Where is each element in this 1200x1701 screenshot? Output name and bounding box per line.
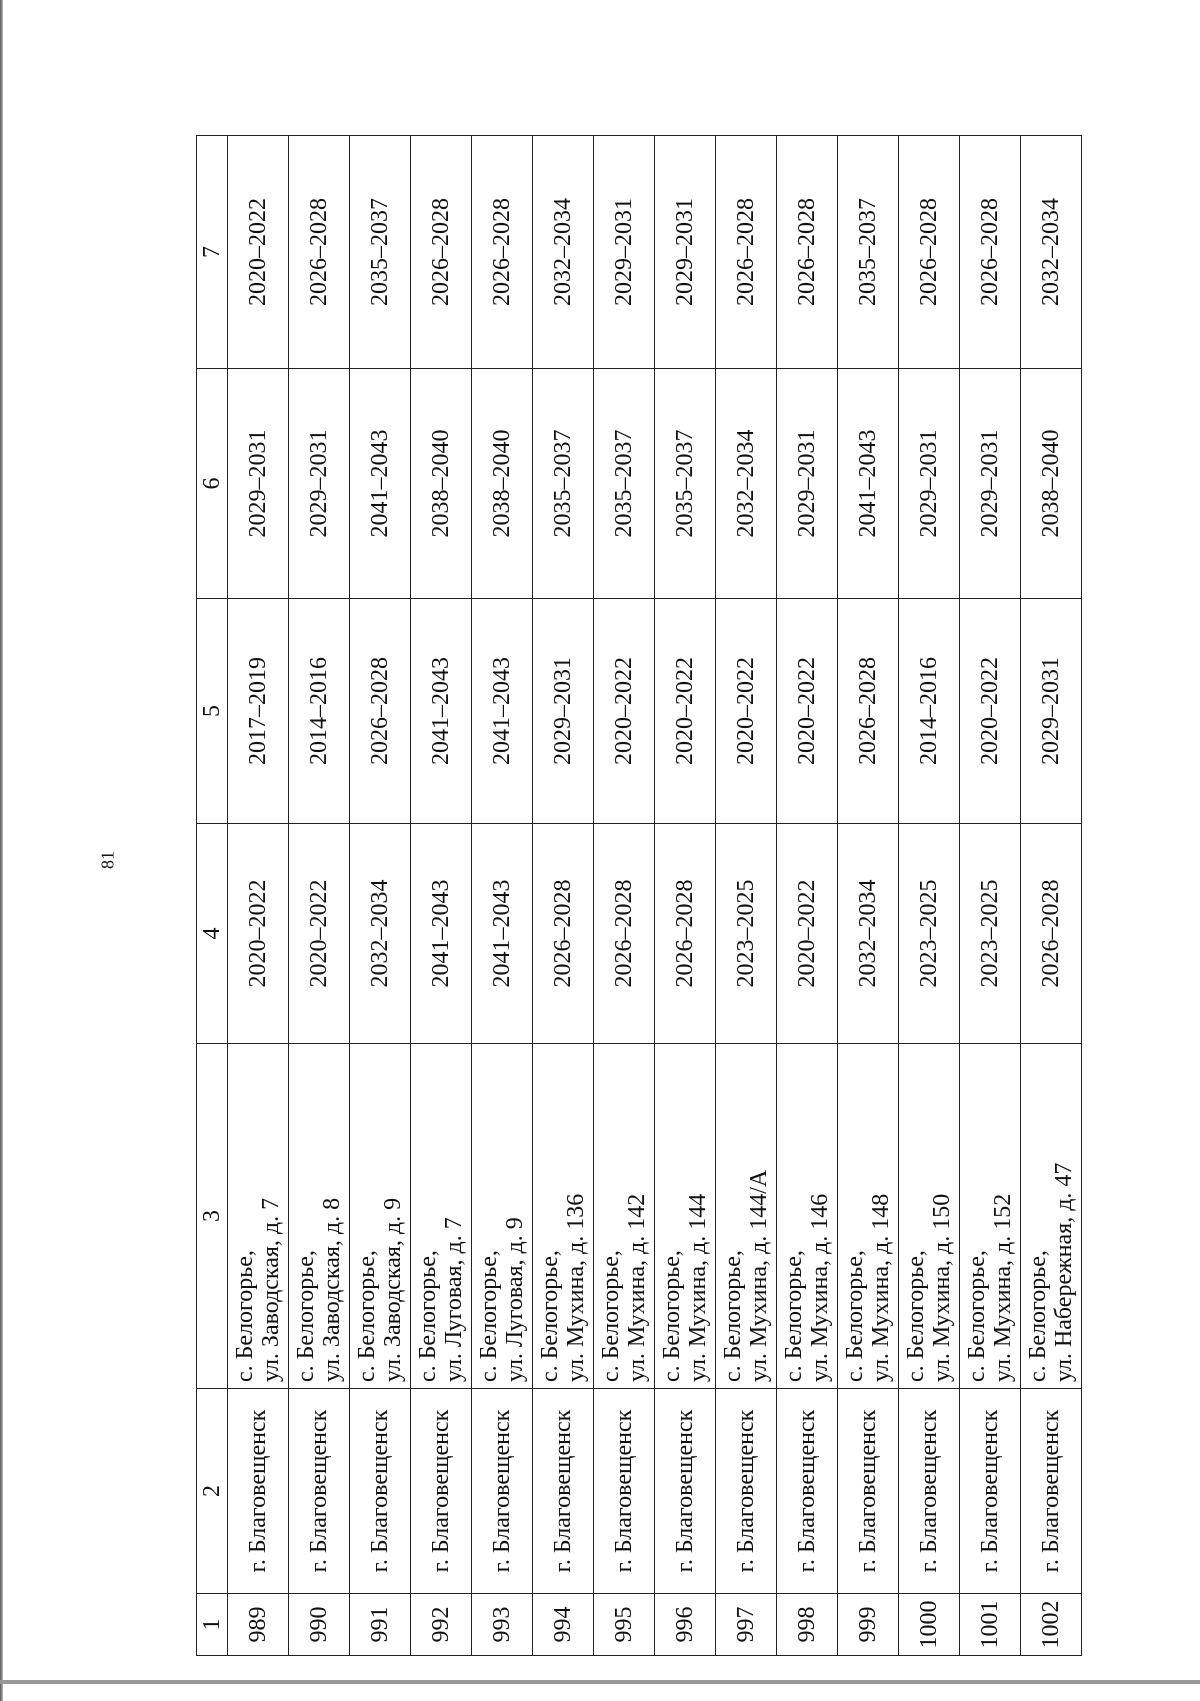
period-col-4-cell: 2023–2025 <box>960 824 1021 1044</box>
scan-edge-bottom <box>0 1680 1200 1684</box>
period-col-5-cell: 2026–2028 <box>350 599 411 824</box>
address-line-1: с. Белогорье, <box>659 1250 685 1382</box>
period-col-5-cell: 2020–2022 <box>594 599 655 824</box>
period-col-7-cell: 2026–2028 <box>960 136 1021 369</box>
period-col-4-cell: 2020–2022 <box>228 824 289 1044</box>
table-row <box>899 136 960 1656</box>
address-line-2: ул. Заводская, д. 8 <box>319 1197 345 1382</box>
period-col-5-cell: 2017–2019 <box>228 599 289 824</box>
period-col-6-cell: 2029–2031 <box>899 369 960 599</box>
period-col-5-cell: 2026–2028 <box>838 599 899 824</box>
period-col-5-cell: 2041–2043 <box>411 599 472 824</box>
period-col-4-cell: 2020–2022 <box>777 824 838 1044</box>
period-col-6-cell: 2035–2037 <box>533 369 594 599</box>
period-col-6-cell: 2038–2040 <box>472 369 533 599</box>
period-col-7-cell: 2032–2034 <box>1021 136 1082 369</box>
table-row <box>838 136 899 1656</box>
city-cell: г. Благовещенск <box>289 1389 350 1594</box>
row-number-cell: 990 <box>289 1594 350 1656</box>
address-line-1: с. Белогорье, <box>293 1250 319 1382</box>
period-col-4-cell: 2023–2025 <box>899 824 960 1044</box>
address-cell <box>838 1044 899 1389</box>
address-cell <box>777 1044 838 1389</box>
address-cell <box>350 1044 411 1389</box>
city-cell: г. Благовещенск <box>350 1389 411 1594</box>
page-number: 81 <box>97 851 118 869</box>
period-col-5-cell: 2020–2022 <box>655 599 716 824</box>
address-cell <box>411 1044 472 1389</box>
row-number-cell: 1000 <box>899 1594 960 1656</box>
period-col-4-cell: 2026–2028 <box>655 824 716 1044</box>
header-col-3: 3 <box>197 1044 228 1389</box>
period-col-6-cell: 2035–2037 <box>594 369 655 599</box>
table-row <box>960 136 1021 1656</box>
address-line-1: с. Белогорье, <box>537 1250 563 1382</box>
address-line-2: ул. Луговая, д. 9 <box>502 1217 528 1382</box>
period-col-4-cell: 2041–2043 <box>411 824 472 1044</box>
period-col-4-cell: 2032–2034 <box>838 824 899 1044</box>
address-line-2: ул. Мухина, д. 144 <box>685 1193 711 1382</box>
period-col-7-cell: 2026–2028 <box>289 136 350 369</box>
period-col-5-cell: 2041–2043 <box>472 599 533 824</box>
table-row <box>350 136 411 1656</box>
address-line-1: с. Белогорье, <box>598 1250 624 1382</box>
row-number-cell: 997 <box>716 1594 777 1656</box>
period-col-7-cell: 2026–2028 <box>716 136 777 369</box>
row-number-cell: 1002 <box>1021 1594 1082 1656</box>
address-line-2: ул. Мухина, д. 150 <box>929 1193 955 1382</box>
period-col-7-cell: 2026–2028 <box>777 136 838 369</box>
period-col-5-cell: 2029–2031 <box>533 599 594 824</box>
table-row <box>777 136 838 1656</box>
address-cell <box>960 1044 1021 1389</box>
address-line-2: ул. Заводская, д. 7 <box>258 1197 284 1382</box>
period-col-5-cell: 2014–2016 <box>289 599 350 824</box>
period-col-6-cell: 2029–2031 <box>960 369 1021 599</box>
address-cell <box>533 1044 594 1389</box>
address-line-1: с. Белогорье, <box>232 1250 258 1382</box>
address-cell <box>899 1044 960 1389</box>
address-line-2: ул. Луговая, д. 7 <box>441 1217 467 1382</box>
row-number-cell: 989 <box>228 1594 289 1656</box>
row-number-cell: 998 <box>777 1594 838 1656</box>
row-number-cell: 992 <box>411 1594 472 1656</box>
period-col-6-cell: 2032–2034 <box>716 369 777 599</box>
period-col-7-cell: 2020–2022 <box>228 136 289 369</box>
period-col-6-cell: 2035–2037 <box>655 369 716 599</box>
table-row <box>655 136 716 1656</box>
period-col-7-cell: 2026–2028 <box>411 136 472 369</box>
address-line-2: ул. Набережная, д. 47 <box>1051 1162 1077 1382</box>
period-col-4-cell: 2026–2028 <box>1021 824 1082 1044</box>
address-line-1: с. Белогорье, <box>476 1250 502 1382</box>
address-cell <box>228 1044 289 1389</box>
table-row <box>1021 136 1082 1656</box>
address-line-2: ул. Мухина, д. 136 <box>563 1193 589 1382</box>
address-cell <box>1021 1044 1082 1389</box>
city-cell: г. Благовещенск <box>1021 1389 1082 1594</box>
period-col-5-cell: 2020–2022 <box>960 599 1021 824</box>
row-number-cell: 994 <box>533 1594 594 1656</box>
period-col-7-cell: 2035–2037 <box>838 136 899 369</box>
address-line-1: с. Белогорье, <box>354 1250 380 1382</box>
address-line-2: ул. Мухина, д. 144/А <box>746 1169 772 1382</box>
header-col-5: 5 <box>197 599 228 824</box>
period-col-5-cell: 2029–2031 <box>1021 599 1082 824</box>
address-line-1: с. Белогорье, <box>720 1250 746 1382</box>
period-col-5-cell: 2014–2016 <box>899 599 960 824</box>
period-col-7-cell: 2026–2028 <box>899 136 960 369</box>
address-line-2: ул. Мухина, д. 152 <box>990 1193 1016 1382</box>
address-line-1: с. Белогорье, <box>842 1250 868 1382</box>
period-col-7-cell: 2035–2037 <box>350 136 411 369</box>
city-cell: г. Благовещенск <box>655 1389 716 1594</box>
scan-edge-left <box>0 0 3 1701</box>
table-row <box>228 136 289 1656</box>
row-number-cell: 993 <box>472 1594 533 1656</box>
city-cell: г. Благовещенск <box>838 1389 899 1594</box>
period-col-6-cell: 2041–2043 <box>838 369 899 599</box>
row-number-cell: 999 <box>838 1594 899 1656</box>
address-cell <box>716 1044 777 1389</box>
address-line-1: с. Белогорье, <box>781 1250 807 1382</box>
table-row <box>289 136 350 1656</box>
table-row <box>472 136 533 1656</box>
header-col-6: 6 <box>197 369 228 599</box>
period-col-6-cell: 2038–2040 <box>1021 369 1082 599</box>
period-col-5-cell: 2020–2022 <box>716 599 777 824</box>
row-number-cell: 991 <box>350 1594 411 1656</box>
city-cell: г. Благовещенск <box>411 1389 472 1594</box>
period-col-6-cell: 2029–2031 <box>777 369 838 599</box>
table-row <box>411 136 472 1656</box>
header-row <box>197 136 228 1656</box>
period-col-7-cell: 2032–2034 <box>533 136 594 369</box>
city-cell: г. Благовещенск <box>228 1389 289 1594</box>
address-line-2: ул. Мухина, д. 146 <box>807 1193 833 1382</box>
address-line-2: ул. Мухина, д. 142 <box>624 1193 650 1382</box>
period-col-4-cell: 2041–2043 <box>472 824 533 1044</box>
table-row <box>716 136 777 1656</box>
header-col-4: 4 <box>197 824 228 1044</box>
period-col-6-cell: 2041–2043 <box>350 369 411 599</box>
period-col-7-cell: 2029–2031 <box>655 136 716 369</box>
period-col-7-cell: 2029–2031 <box>594 136 655 369</box>
period-col-4-cell: 2032–2034 <box>350 824 411 1044</box>
header-col-2: 2 <box>197 1389 228 1594</box>
city-cell: г. Благовещенск <box>716 1389 777 1594</box>
header-col-1: 1 <box>197 1594 228 1656</box>
period-col-5-cell: 2020–2022 <box>777 599 838 824</box>
address-line-2: ул. Заводская, д. 9 <box>380 1197 406 1382</box>
header-col-7: 7 <box>197 136 228 369</box>
city-cell: г. Благовещенск <box>777 1389 838 1594</box>
address-line-1: с. Белогорье, <box>1025 1250 1051 1382</box>
period-col-4-cell: 2026–2028 <box>594 824 655 1044</box>
table-row <box>533 136 594 1656</box>
city-cell: г. Благовещенск <box>472 1389 533 1594</box>
address-cell <box>594 1044 655 1389</box>
address-cell <box>472 1044 533 1389</box>
address-line-1: с. Белогорье, <box>903 1250 929 1382</box>
rotated-sheet <box>196 136 1186 1656</box>
period-col-4-cell: 2020–2022 <box>289 824 350 1044</box>
row-number-cell: 1001 <box>960 1594 1021 1656</box>
address-cell <box>655 1044 716 1389</box>
period-col-7-cell: 2026–2028 <box>472 136 533 369</box>
address-line-1: с. Белогорье, <box>964 1250 990 1382</box>
city-cell: г. Благовещенск <box>960 1389 1021 1594</box>
address-line-1: с. Белогорье, <box>415 1250 441 1382</box>
housing-register-table <box>196 135 1082 1656</box>
period-col-4-cell: 2026–2028 <box>533 824 594 1044</box>
period-col-6-cell: 2038–2040 <box>411 369 472 599</box>
address-cell <box>289 1044 350 1389</box>
row-number-cell: 995 <box>594 1594 655 1656</box>
period-col-4-cell: 2023–2025 <box>716 824 777 1044</box>
period-col-6-cell: 2029–2031 <box>228 369 289 599</box>
city-cell: г. Благовещенск <box>594 1389 655 1594</box>
period-col-6-cell: 2029–2031 <box>289 369 350 599</box>
city-cell: г. Благовещенск <box>533 1389 594 1594</box>
row-number-cell: 996 <box>655 1594 716 1656</box>
table-row <box>594 136 655 1656</box>
city-cell: г. Благовещенск <box>899 1389 960 1594</box>
address-line-2: ул. Мухина, д. 148 <box>868 1193 894 1382</box>
